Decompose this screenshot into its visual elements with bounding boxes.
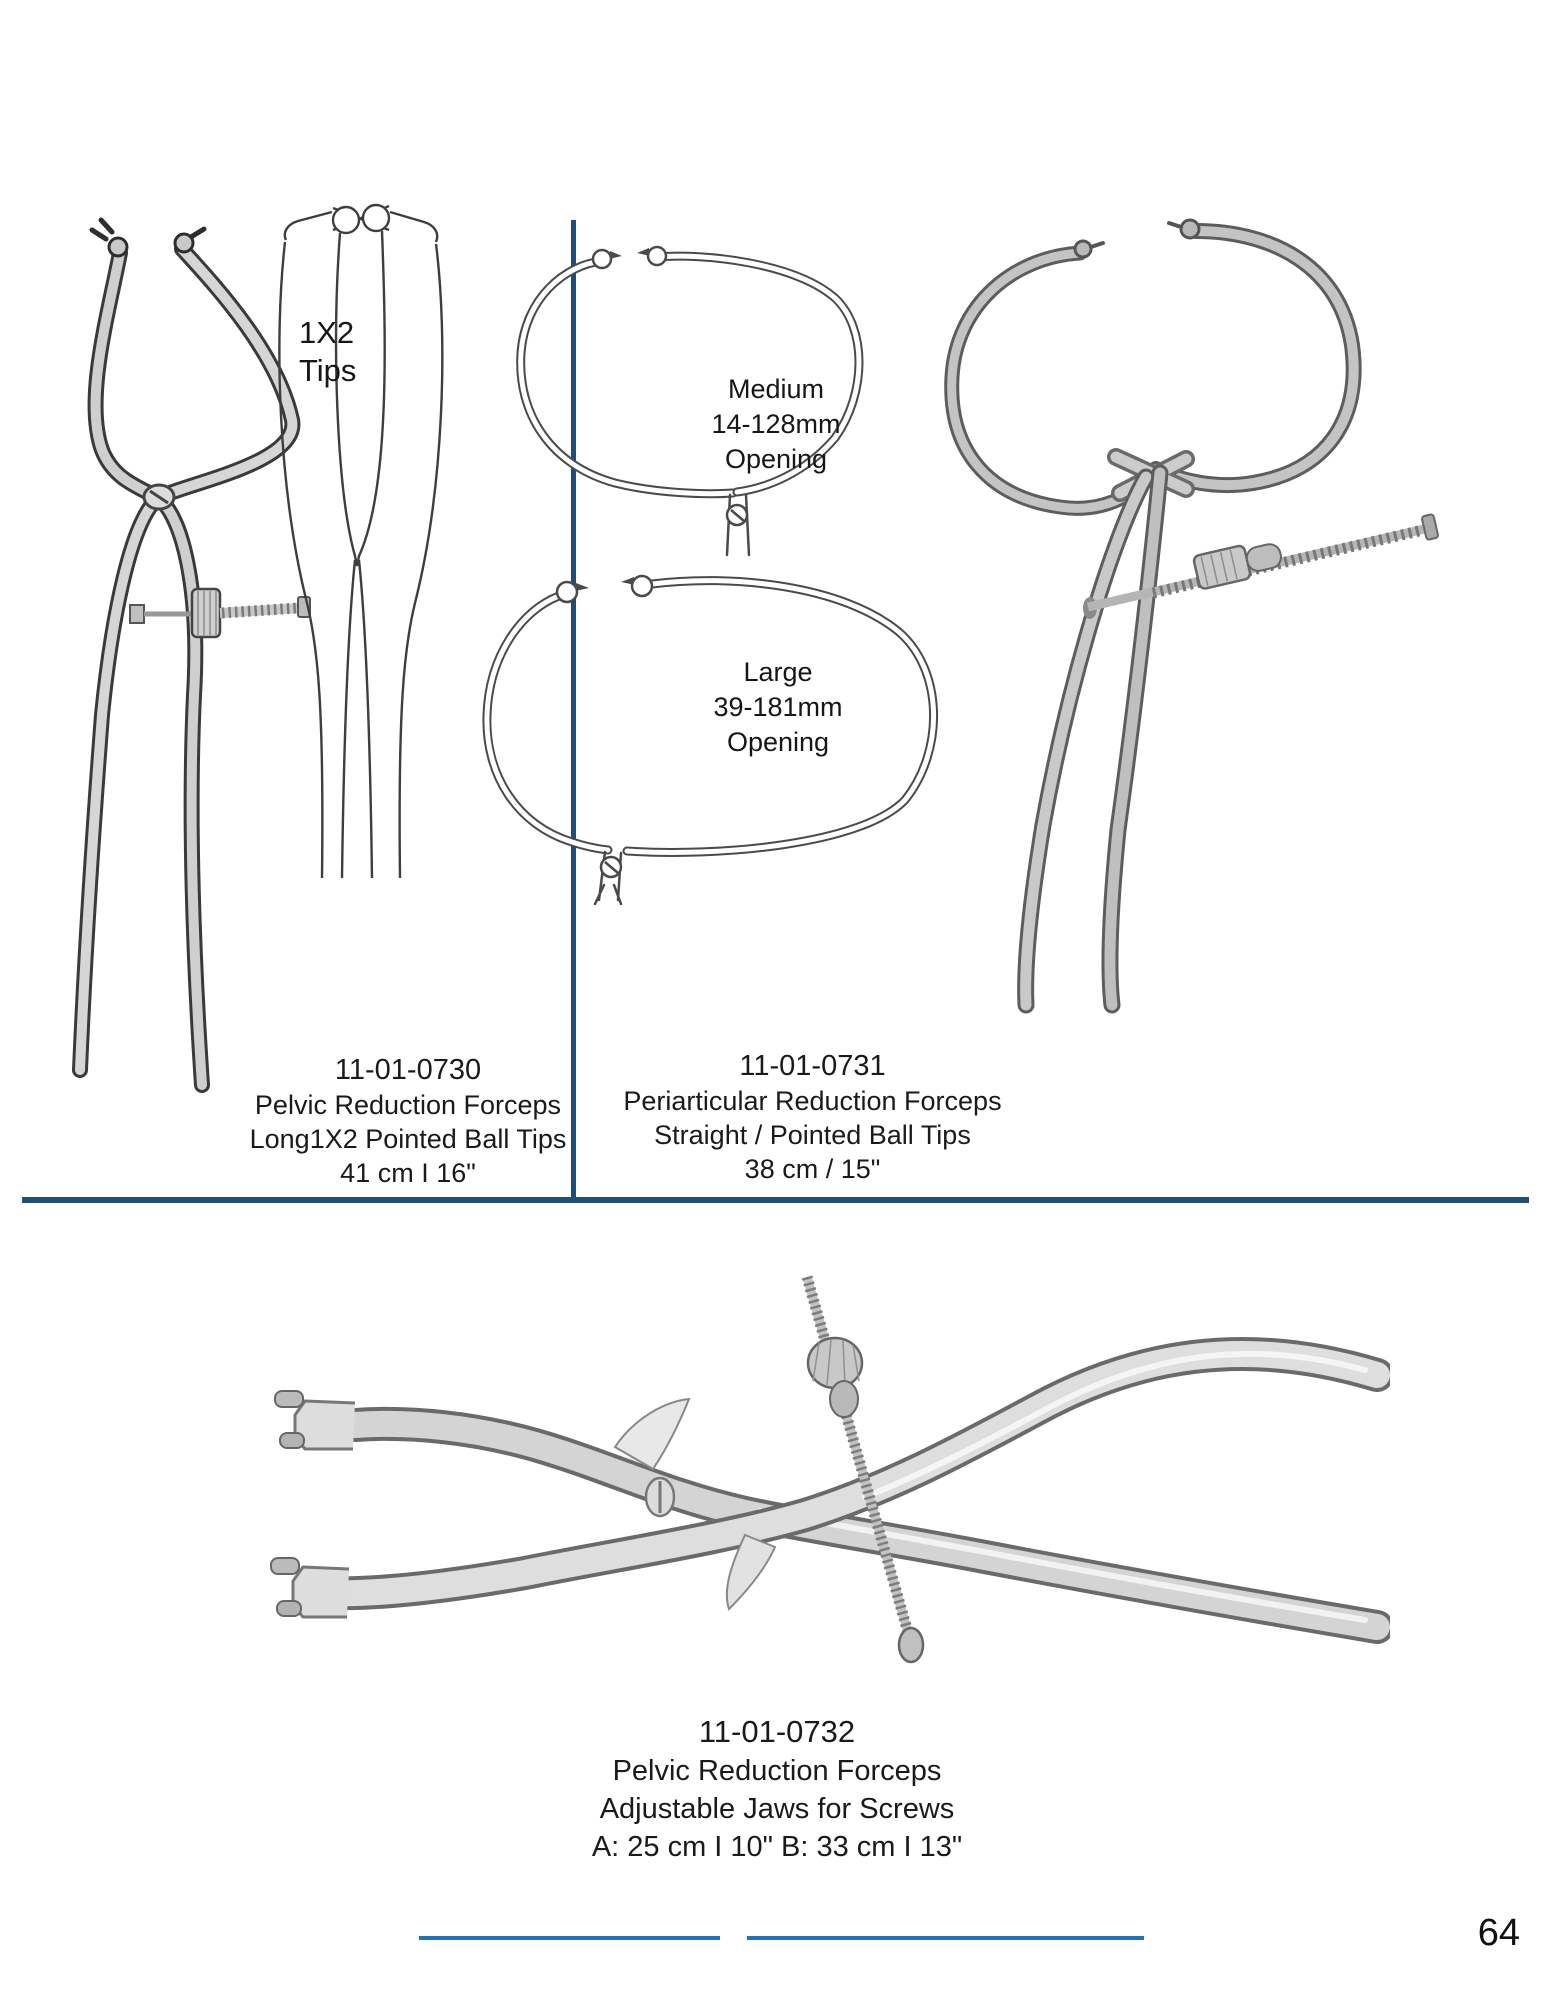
- product-name: Pelvic Reduction Forceps: [254, 1090, 562, 1120]
- c-arm: [1156, 231, 1354, 485]
- medium-annotation-line1: Medium: [727, 374, 825, 404]
- large-annotation: [618, 655, 938, 760]
- product-caption-0730: [228, 1052, 588, 1190]
- instrument-photo-0731: [928, 205, 1448, 1015]
- instrument-photo-0732: [185, 1235, 1390, 1705]
- pointed-ball-tips: [1075, 220, 1199, 257]
- large-annotation-line3: Opening: [726, 727, 830, 757]
- product-size: 38 cm / 15": [744, 1154, 881, 1184]
- pointed-ball-tips: [557, 576, 652, 602]
- pivot-screw: [144, 485, 174, 509]
- knurled-nut: [808, 1338, 862, 1417]
- pivot-screw: [646, 1478, 674, 1516]
- large-annotation-line1: Large: [743, 657, 813, 687]
- pivot-screw: [727, 505, 747, 525]
- product-code: 11-01-0731: [739, 1050, 886, 1082]
- footer-rule-right: [747, 1936, 1144, 1940]
- large-annotation-line2: 39-181mm: [713, 692, 843, 722]
- product-detail: Straight / Pointed Ball Tips: [654, 1120, 971, 1150]
- product-caption-0732: [537, 1712, 1017, 1866]
- horizontal-divider: [22, 1197, 1529, 1203]
- locking-nut: [1193, 537, 1284, 589]
- page-number: 64: [1477, 1912, 1520, 1954]
- c-arm: [952, 253, 1146, 508]
- forceps-member: [355, 1424, 1377, 1627]
- adjustable-jaw: [271, 1558, 349, 1617]
- tips-annotation-line2: Tips: [299, 353, 357, 388]
- pivot-screw: [601, 857, 621, 877]
- product-code: 11-01-0730: [334, 1054, 482, 1086]
- pointed-ball-tips: [92, 220, 204, 256]
- product-code: 11-01-0732: [698, 1714, 856, 1749]
- pointed-ball-tips: [593, 247, 666, 268]
- product-name: Periarticular Reduction Forceps: [623, 1086, 1002, 1116]
- adjustable-jaw: [275, 1391, 355, 1449]
- product-name: Pelvic Reduction Forceps: [612, 1755, 942, 1787]
- product-size: 41 cm I 16": [340, 1158, 476, 1188]
- threaded-rod: [1083, 514, 1439, 619]
- tips-annotation: [299, 314, 356, 390]
- forceps-handle: [1026, 473, 1160, 1005]
- product-caption-0731: [600, 1048, 1025, 1186]
- footer-rule-left: [419, 1936, 720, 1940]
- tips-annotation-line1: 1X2: [299, 315, 355, 350]
- product-size: A: 25 cm I 10" B: 33 cm I 13": [591, 1831, 963, 1863]
- product-detail: Long1X2 Pointed Ball Tips: [249, 1124, 567, 1154]
- tips-line-drawing: [252, 188, 467, 888]
- medium-annotation: [616, 372, 936, 477]
- medium-annotation-line2: 14-128mm: [711, 409, 841, 439]
- medium-annotation-line3: Opening: [724, 444, 828, 474]
- product-detail: Adjustable Jaws for Screws: [599, 1793, 955, 1825]
